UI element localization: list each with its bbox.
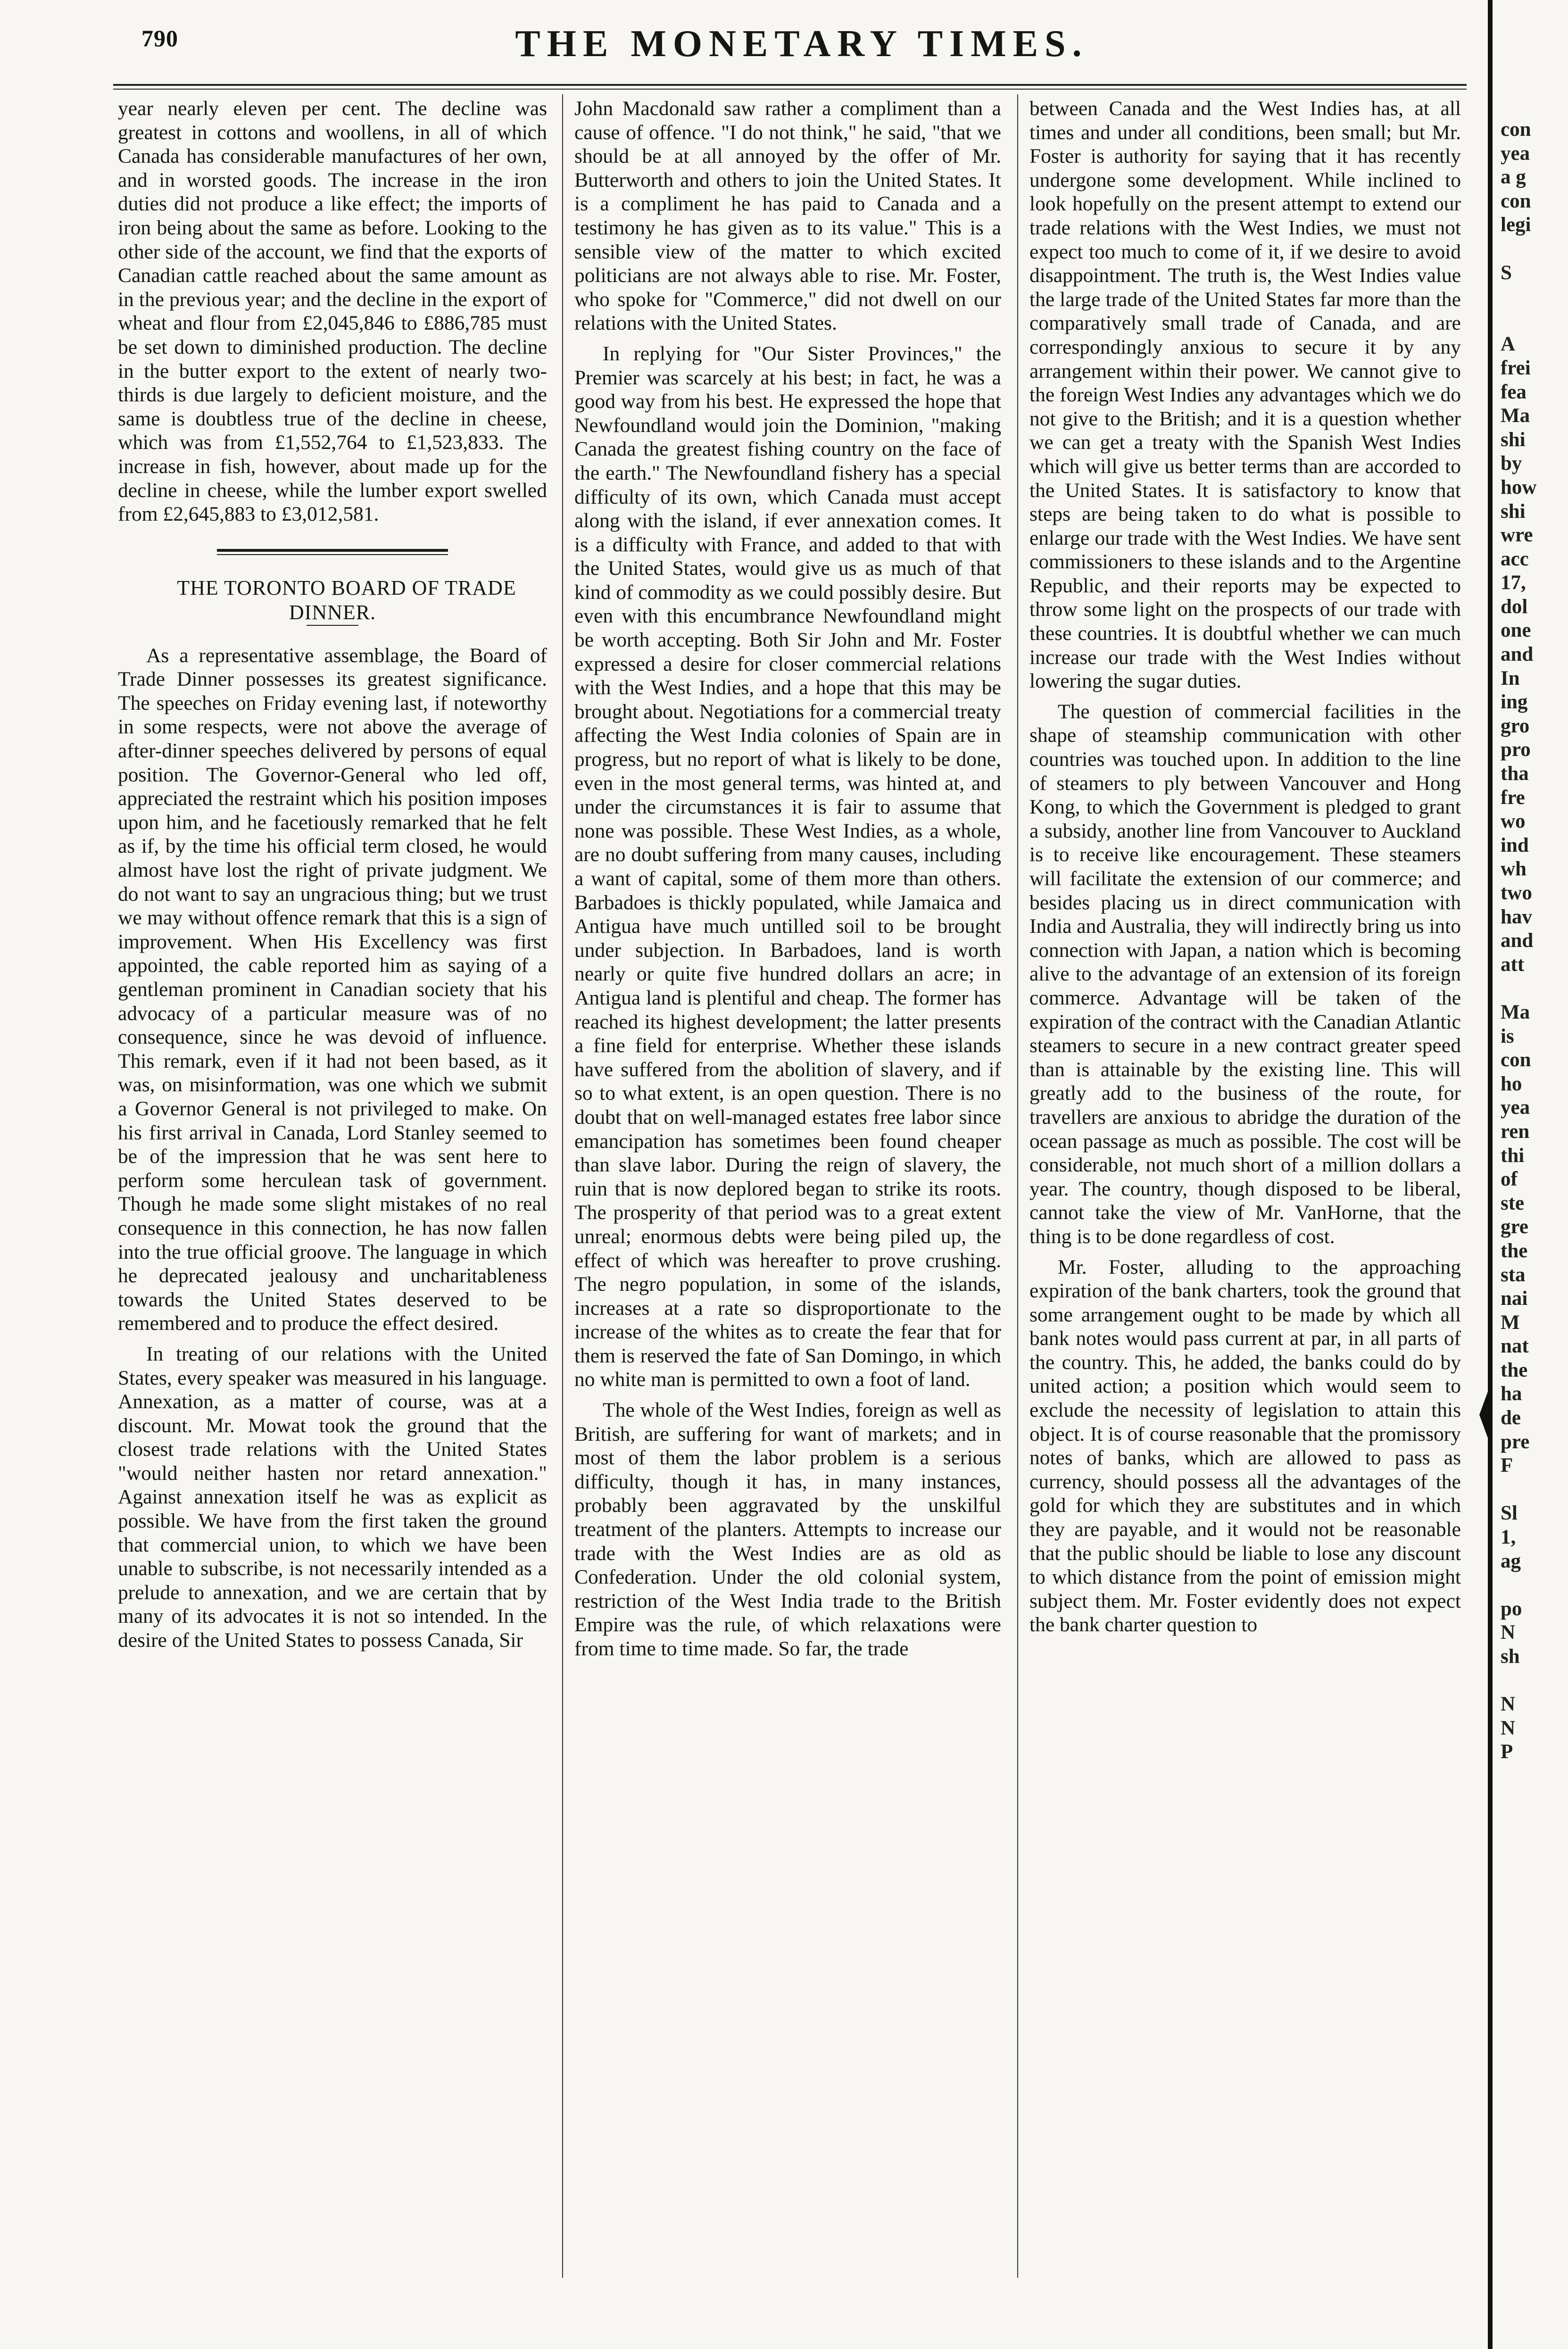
fragment-line: ind	[1501, 834, 1529, 856]
fragment-line: 17,	[1501, 572, 1526, 594]
article-paragraph: John Macdonald saw rather a compliment than a cause of offence. "I do not think," he said, "that we should be at all annoyed by the offer of Mr. Butterworth and others to join the United States. It is a compliment he has paid to Canada and a testimony he has given as to its value." This is a sensible view of the matter to which excited politicians are not always able to rise. Mr. Foster, who spoke for "Commerce," did not dwell on our relations with the United States.	[574, 97, 1001, 335]
fragment-line: P	[1501, 1741, 1513, 1763]
column-2	[574, 97, 1001, 2275]
adjacent-page-fragment	[1501, 118, 1568, 1764]
fragment-line: tha	[1501, 763, 1529, 785]
fragment-line: sh	[1501, 1645, 1520, 1668]
fragment-line: S	[1501, 261, 1512, 284]
column-1	[118, 97, 547, 2275]
article-paragraph: The whole of the West Indies, foreign as well as British, are suffering for want of markets; and in most of them the labor problem is a serious difficulty, though it has, in many instances, probably been aggravated by the unskilful treatment of the planters. Attempts to increase our trade with the West Indies are as old as Confederation. Under the old colonial system, restriction of the West India trade to the British Empire was the rule, of which relaxations were from time to time made. So far, the trade	[574, 1399, 1001, 1660]
fragment-line: the	[1501, 1359, 1528, 1381]
article-paragraph: As a representative assemblage, the Board of Trade Dinner possesses its greatest significance. The speeches on Friday evening last, if noteworthy in some respects, were not above the average of after-dinner speeches delivered by persons of equal position. The Governor-General who led off, appreciated the restraint which his position imposes upon him, and he facetiously remarked that he felt as if, by the time his official term closed, he would almost have lost the right of private judgment. We do not want to say an ungracious thing; but we trust we may without offence remark that this is a sign of improvement. When His Excellency was first appointed, the cable reported him as saying of a gentleman prominent in Canadian society that his advocacy of a particular measure was of no consequence, since he was devoid of influence. This remark, even if it had not been based, as it was, on misinformation, was one which we submit a Governor General is not privileged to make. On his first arrival in Canada, Lord Stanley seemed to be of the impression that he was sent here to perform some herculean task of government. Though he made some slight mistakes of no real consequence in this connection, he has now fallen into the true official groove. The language in which he deprecated jealousy and uncharitableness towards the United States deserved to be remembered and to produce the effect desired.	[118, 644, 547, 1335]
fragment-line: how	[1501, 476, 1537, 498]
column-3	[1029, 97, 1461, 2275]
fragment-line: of	[1501, 1168, 1518, 1191]
fragment-line: gre	[1501, 1216, 1528, 1238]
article-paragraph: In replying for "Our Sister Provinces," the Premier was scarcely at his best; in fact, he was a good way from his best. He expressed the hope that Newfoundland would join the Dominion, "making Canada the greatest fishing country on the face of the earth." The Newfoundland fishery has a special difficulty of its own, which Canada must accept along with the island, if ever annexation comes. It is a difficulty with France, and added to that with the United States, would give us as much of that kind of commodity as we could possibly desire. But even with this encumbrance Newfoundland might be worth accepting. Both Sir John and Mr. Foster expressed a desire for closer commercial relations with the West Indies, and a hope that this may be brought about. Negotiations for a commercial treaty affecting the West India colonies of Spain are in progress, but no report of what is likely to be done, even in the most general terms, was hinted at, and under the circumstances it is fair to assume that none was possible. These West Indies, as a whole, are no doubt suffering from many causes, including a want of capital, some of them more than others. Barbadoes is thickly populated, while Jamaica and Antigua have much untilled soil to be brought under subjection. In Barbadoes, land is worth nearly or quite five hundred dollars an acre; in Antigua land is plentiful and cheap. The former has reached its highest development; the latter presents a fine field for enterprise. Whether these islands have suffered from the abolition of slavery, and if so to what extent, is an open question. There is no doubt that on well-managed estates free labor since emancipation has sometimes been found cheaper than slave labor. During the reign of slavery, the ruin that is now deplored began to strike its roots. The prosperity of that period was to a great extent unreal; enormous debts were being piled up, the effect of which was hereafter to prove crushing. The negro population, in some of the islands, increases at a rate so disproportionate to the increase of the whites as to create the fear that for them is reserved the fate of San Domingo, in which no white man is permitted to own a foot of land.	[574, 342, 1001, 1391]
fragment-line: dol	[1501, 595, 1528, 618]
fragment-line: fre	[1501, 786, 1525, 809]
fragment-line	[1501, 977, 1568, 1001]
fragment-line: ho	[1501, 1072, 1522, 1095]
fragment-line: hav	[1501, 905, 1532, 928]
fragment-line: frei	[1501, 357, 1531, 379]
fragment-line: shi	[1501, 500, 1526, 523]
fragment-line: ing	[1501, 691, 1528, 714]
fragment-line: N	[1501, 1621, 1516, 1644]
article-paragraph: The question of commercial facilities in the shape of steamship communication with other countries was touched upon. In addition to the line of steamers to ply between Vancouver and Hong Kong, to which the Government is pledged to grant a subsidy, another line from Vancouver to Auckland is to receive like encouragement. These steamers will facilitate the extension of our commerce; and besides placing us in direct communication with India and Australia, they will indirectly bring us into connection with Japan, a nation which is becoming alive to the advantage of an extension of its foreign commerce. Advantage will be taken of the expiration of the contract with the Canadian Atlantic steamers to secure in a new contract greater speed than is attainable by the existing line. This will greatly add to the business of the route, for travellers are anxious to abridge the duration of the ocean passage as much as possible. The cost will be considerable, not much short of a million dollars a year. The country, though disposed to be liberal, cannot take the view of Mr. VanHorne, that the thing is to be done regardless of cost.	[1029, 700, 1461, 1248]
fragment-line: a g	[1501, 166, 1526, 189]
fragment-line: gro	[1501, 714, 1530, 737]
fragment-line	[1501, 309, 1568, 333]
fragment-line	[1501, 1573, 1568, 1597]
page-number: 790	[141, 25, 178, 51]
fragment-line: two	[1501, 882, 1532, 904]
fragment-line: legi	[1501, 214, 1531, 236]
article-paragraph: year nearly eleven per cent. The decline was greatest in cottons and woollens, in all of which Canada has considerable manufactures of her own, and in worsted goods. The increase in the iron duties did not produce a like effect; the imports of iron being about the same as before. Looking to the other side of the account, we find that the exports of Canadian cattle reached about the same amount as in the previous year; and the decline in the export of wheat and flour from £2,045,846 to £886,785 must be set down to diminished production. The decline in the butter export to the extent of nearly two-thirds is due largely to deficient moisture, and the same is doubtless true of the decline in cheese, which was from £1,552,764 to £1,523,833. The increase in fish, however, about made up for the decline in cheese, while the lumber export swelled from £2,645,883 to £3,012,581.	[118, 97, 547, 526]
fragment-line	[1501, 1478, 1568, 1502]
fragment-line: the	[1501, 1239, 1528, 1262]
fragment-line: N	[1501, 1717, 1516, 1739]
fragment-line: and	[1501, 643, 1534, 666]
header-rule	[113, 84, 1467, 86]
fragment-line: Ma	[1501, 1001, 1530, 1023]
fragment-line: thi	[1501, 1144, 1525, 1167]
column-divider	[1017, 94, 1018, 2278]
page-gutter-edge	[1488, 0, 1493, 2349]
fragment-line: by	[1501, 452, 1522, 475]
fragment-line: M	[1501, 1311, 1520, 1334]
fragment-line: and	[1501, 930, 1534, 952]
section-divider	[217, 549, 448, 555]
fragment-line: one	[1501, 619, 1531, 642]
fragment-line: con	[1501, 118, 1531, 141]
fragment-line: nat	[1501, 1335, 1529, 1358]
fragment-line: yea	[1501, 142, 1530, 165]
fragment-line: N	[1501, 1693, 1516, 1716]
fragment-line: pro	[1501, 739, 1531, 761]
article-heading: THE TORONTO BOARD OF TRADE DINNER.	[177, 576, 516, 624]
header-rule-thin	[113, 89, 1467, 90]
masthead-title: THE MONETARY TIMES.	[515, 23, 1088, 65]
fragment-line: po	[1501, 1597, 1522, 1620]
fragment-line: pre	[1501, 1430, 1530, 1453]
fragment-line: acc	[1501, 548, 1529, 570]
article-paragraph: In treating of our relations with the United States, every speaker was measured in his language. Annexation, as a matter of course, was at a discount. Mr. Mowat took the ground that the closest trade relations with the United States "would neither hasten nor retard annexation." Against annexation itself he was as explicit as possible. We have from the first taken the ground that commercial union, to which we have been unable to subscribe, is not necessarily intended as a prelude to annexation, and we are certain that by many of its advocates it is not so intended. In the desire of the United States to possess Canada, Sir	[118, 1342, 547, 1652]
fragment-line: ha	[1501, 1383, 1522, 1405]
fragment-line: ste	[1501, 1192, 1525, 1214]
fragment-line: yea	[1501, 1096, 1530, 1119]
column-divider	[562, 94, 563, 2278]
fragment-line: de	[1501, 1407, 1521, 1429]
fragment-line	[1501, 1669, 1568, 1693]
fragment-line	[1501, 237, 1568, 261]
fragment-line: shi	[1501, 428, 1526, 451]
fragment-line: ag	[1501, 1550, 1521, 1572]
fragment-line: A	[1501, 333, 1516, 356]
article-paragraph: Mr. Foster, alluding to the approaching expiration of the bank charters, took the ground that some arrangement ought to be made by which all bank notes would pass current at par, in all parts of the country. This, he added, the banks could do by united action; a position which would seem to exclude the necessity of legislation to attain this object. It is of course reasonable that the promissory notes of banks, which are allowed to pass as currency, should possess all the advantages of the gold for which they are substitutes and in which they are payable, and it would not be reasonable that the public should be liable to lose any discount to which distance from the point of emission might subject them. Mr. Foster evidently does not expect the bank charter question to	[1029, 1255, 1461, 1636]
fragment-line: In	[1501, 667, 1520, 689]
fragment-line: Ma	[1501, 405, 1530, 427]
fragment-line: wo	[1501, 810, 1526, 833]
fragment-line: con	[1501, 190, 1531, 212]
article-paragraph: between Canada and the West Indies has, at all times and under all conditions, been small; but Mr. Foster is authority for saying that it has recently undergone some development. While inclined to look hopefully on the present attempt to extend our trade relations with the West Indies, we must not expect too much to come of it, if we desire to avoid disappointment. The truth is, the West Indies value the large trade of the United States far more than the comparatively small trade of Canada, and are correspondingly anxious to secure it by any arrangement within their power. We cannot give to the foreign West Indies any advantages which we do not give to the British; and it is a question whether we can get a treaty with the Spanish West Indies which will give us better terms than are accorded to the United States. It is satisfactory to know that steps are being taken to do what is possible to enlarge our trade with the West Indies. We have sent commissioners to these islands and to the Argentine Republic, and their reports may be expected to throw some light on the prospects of our trade with these countries. It is doubtful whether we can much increase our trade with the West Indies without lowering the sugar duties.	[1029, 97, 1461, 693]
fragment-line	[1501, 285, 1568, 309]
fragment-line: wh	[1501, 858, 1527, 880]
fragment-line: ren	[1501, 1120, 1530, 1143]
heading-rule	[307, 625, 358, 626]
fragment-line: con	[1501, 1049, 1531, 1071]
fragment-line: wre	[1501, 524, 1533, 547]
fragment-line: att	[1501, 953, 1525, 976]
fragment-line: F	[1501, 1454, 1513, 1477]
fragment-line: Sl	[1501, 1502, 1518, 1525]
fragment-line: sta	[1501, 1263, 1526, 1286]
fragment-line: fea	[1501, 381, 1527, 403]
fragment-line: 1,	[1501, 1526, 1516, 1549]
fragment-line: is	[1501, 1025, 1514, 1047]
fragment-line: nai	[1501, 1287, 1528, 1310]
